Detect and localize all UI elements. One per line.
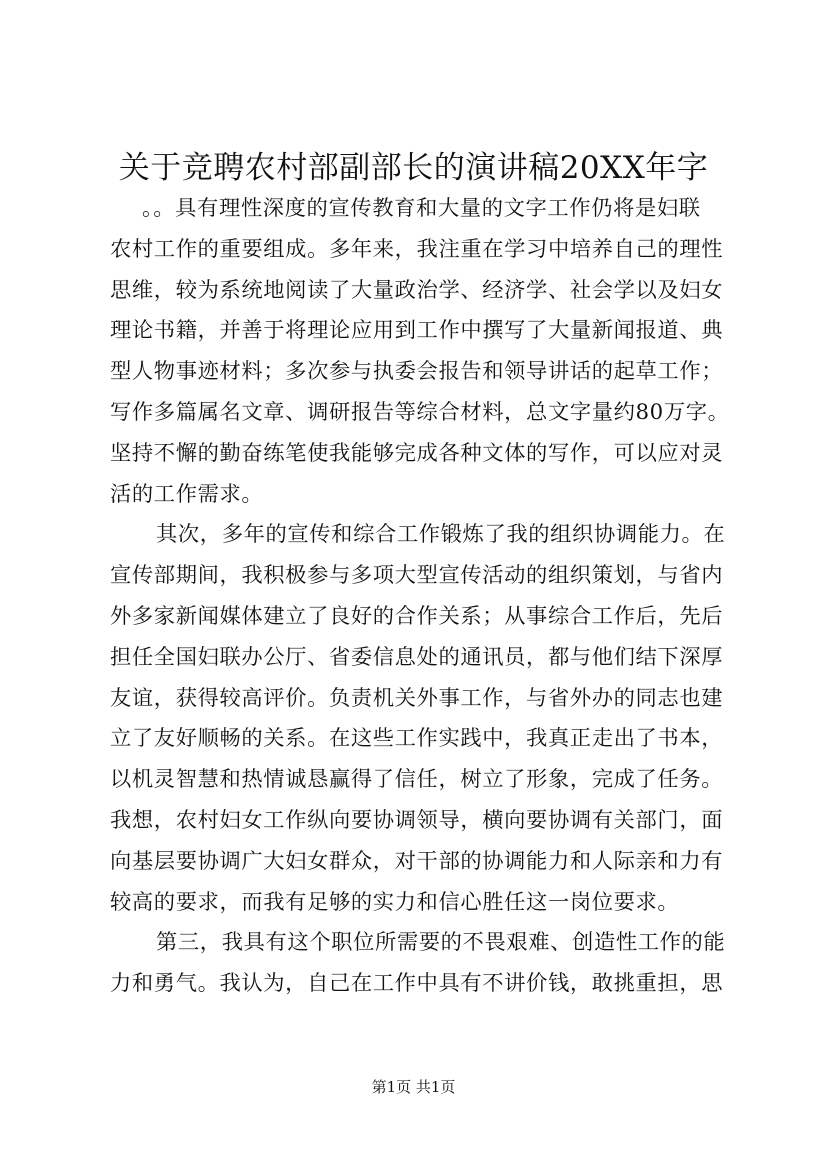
paragraph-line: 外多家新闻媒体建立了良好的合作关系；从事综合工作后，先后 [110, 603, 724, 629]
document-title: 关于竞聘农村部副部长的演讲稿20XX年字 [118, 150, 709, 186]
document-body [110, 189, 750, 1005]
paragraph-line: 思维，较为系统地阅读了大量政治学、经济学、社会学以及妇女 [110, 277, 724, 303]
paragraph-line: 力和勇气。我认为，自己在工作中具有不讲价钱，敢挑重担，思 [110, 971, 724, 997]
paragraph-2 [110, 515, 750, 923]
paragraph-line: 型人物事迹材料；多次参与执委会报告和领导讲话的起草工作； [110, 359, 724, 385]
paragraph-1 [110, 189, 750, 515]
paragraph-line: 立了友好顺畅的关系。在这些工作实践中，我真正走出了书本， [110, 726, 724, 752]
paragraph-line: 坚持不懈的勤奋练笔使我能够完成各种文体的写作，可以应对灵 [110, 440, 724, 466]
paragraph-line: 。。具有理性深度的宣传教育和大量的文字工作仍将是妇联 [142, 196, 701, 221]
page-number-footer: 第1页 共1页 [371, 1078, 456, 1096]
paragraph-line: 活的工作需求。 [110, 481, 264, 507]
paragraph-line: 第三，我具有这个职位所需要的不畏艰难、创造性工作的能 [156, 930, 726, 956]
paragraph-line: 其次，多年的宣传和综合工作锻炼了我的组织协调能力。在 [156, 522, 726, 548]
paragraph-line: 我想，农村妇女工作纵向要协调领导，横向要协调有关部门，面 [110, 807, 724, 833]
paragraph-line: 写作多篇属名文章、调研报告等综合材料，总文字量约80万字。 [110, 399, 730, 425]
paragraph-line: 理论书籍，并善于将理论应用到工作中撰写了大量新闻报道、典 [110, 318, 724, 344]
paragraph-line: 以机灵智慧和热情诚恳赢得了信任，树立了形象，完成了任务。 [110, 767, 724, 793]
paragraph-line: 农村工作的重要组成。多年来，我注重在学习中培养自己的理性 [110, 236, 724, 262]
paragraph-line: 向基层要协调广大妇女群众，对干部的协调能力和人际亲和力有 [110, 848, 724, 874]
paragraph-line: 担任全国妇联办公厅、省委信息处的通讯员，都与他们结下深厚 [110, 644, 724, 670]
paragraph-3 [110, 923, 750, 1005]
paragraph-line: 较高的要求，而我有足够的实力和信心胜任这一岗位要求。 [110, 889, 680, 915]
paragraph-line: 友谊，获得较高评价。负责机关外事工作，与省外办的同志也建 [110, 685, 724, 711]
paragraph-line: 宣传部期间，我积极参与多项大型宣传活动的组织策划，与省内 [110, 563, 724, 589]
